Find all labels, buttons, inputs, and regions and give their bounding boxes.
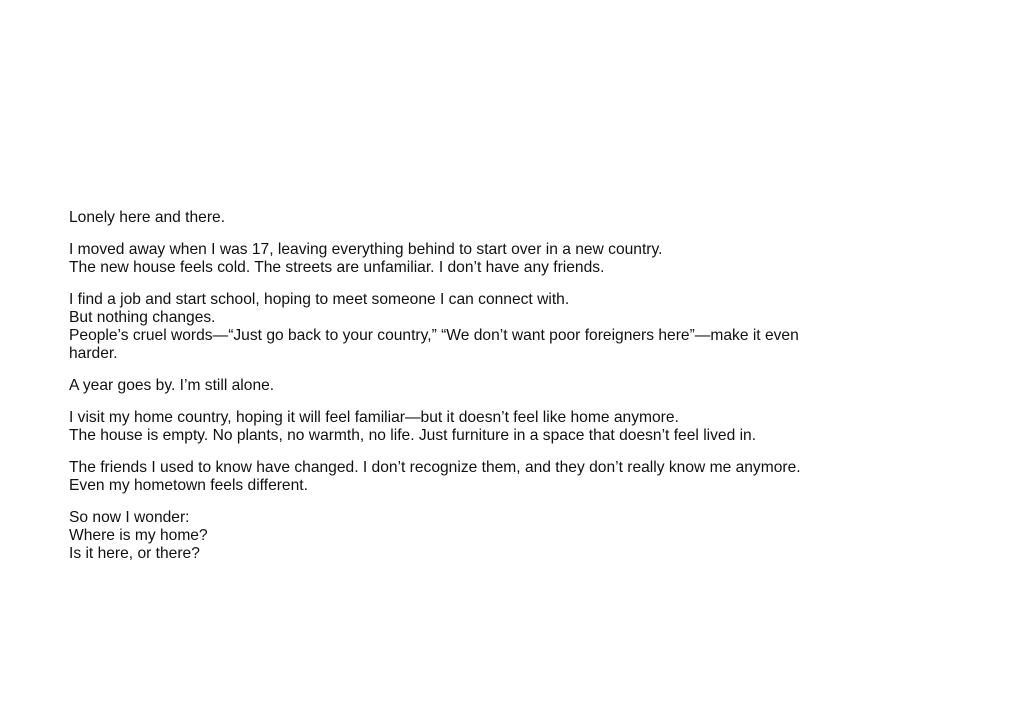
paragraph-title <box>69 209 969 227</box>
text-line: The friends I used to know have changed. I don’t recognize them, and they don’t really know me anymore. <box>69 459 801 476</box>
text-line: I visit my home country, hoping it will feel familiar—but it doesn’t feel like home anymore. <box>69 409 679 426</box>
body-text <box>69 209 969 577</box>
text-line: The house is empty. No plants, no warmth, no life. Just furniture in a space that doesn’t feel lived in. <box>69 427 757 444</box>
text-line: Even my hometown feels different. <box>69 477 308 494</box>
text-line: But nothing changes. <box>69 309 216 326</box>
text-line: I moved away when I was 17, leaving everything behind to start over in a new country. <box>69 241 663 258</box>
text-line: So now I wonder: <box>69 509 190 526</box>
text-line: I find a job and start school, hoping to meet someone I can connect with. <box>69 291 570 308</box>
paragraph-year <box>69 377 969 395</box>
text-line: Lonely here and there. <box>69 209 226 226</box>
text-line: Is it here, or there? <box>69 545 200 562</box>
text-line: The new house feels cold. The streets are unfamiliar. I don’t have any friends. <box>69 259 605 276</box>
paragraph-friends <box>69 459 969 495</box>
paragraph-wonder <box>69 509 969 563</box>
text-line: A year goes by. I’m still alone. <box>69 377 275 394</box>
paragraph-job-school <box>69 291 969 363</box>
text-line: harder. <box>69 345 118 362</box>
paragraph-moving <box>69 241 969 277</box>
text-line: Where is my home? <box>69 527 208 544</box>
paragraph-visit-home <box>69 409 969 445</box>
text-line: People’s cruel words—“Just go back to your country,” “We don’t want poor foreigners here”—make it even <box>69 327 799 344</box>
